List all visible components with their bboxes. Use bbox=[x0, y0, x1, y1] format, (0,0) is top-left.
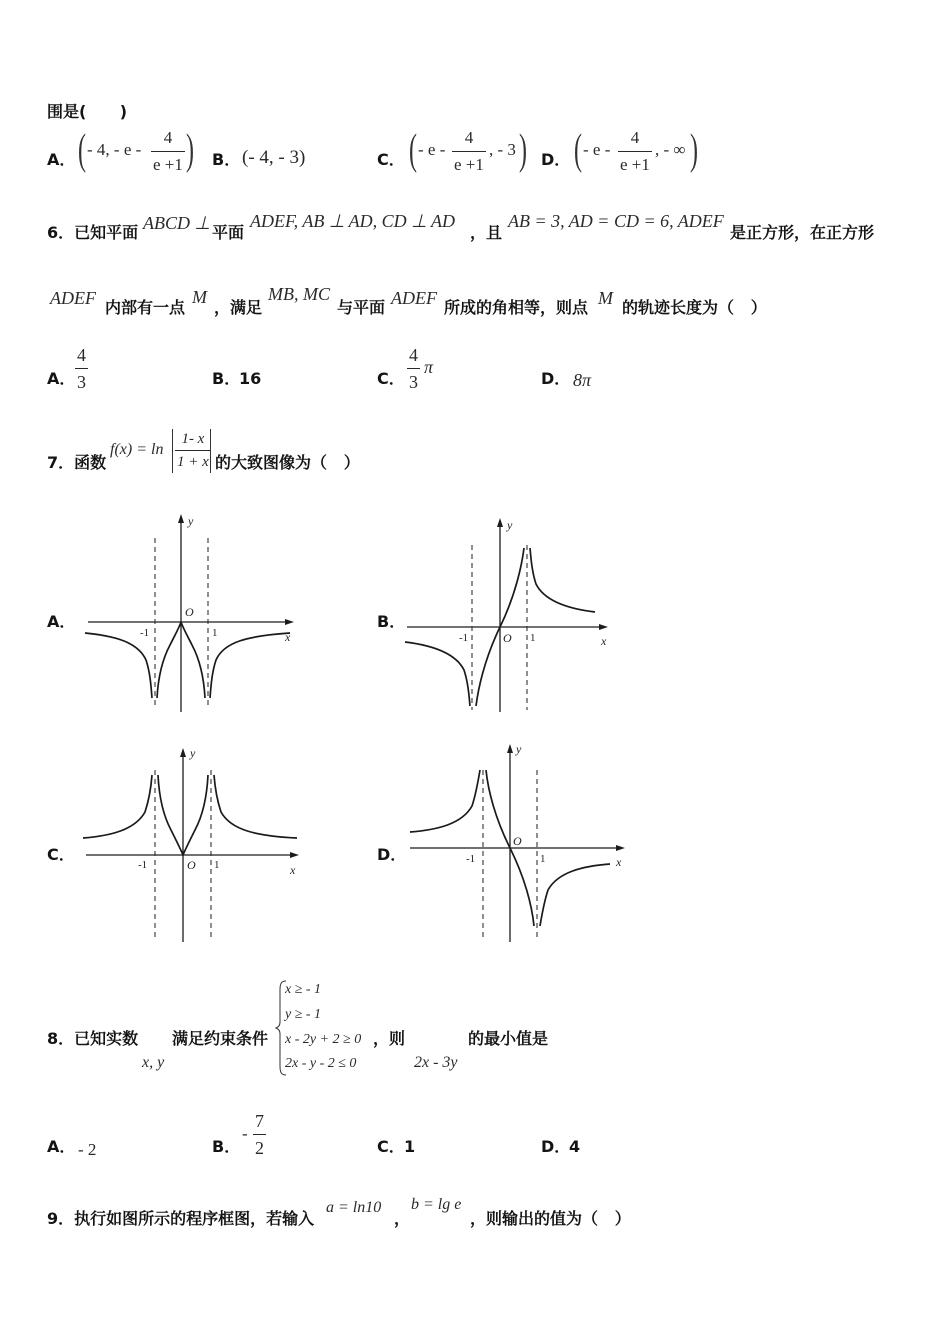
q6-math-4: ADEF bbox=[50, 288, 96, 308]
q8-text-1: 8．已知实数 bbox=[47, 1029, 139, 1048]
q8-constraint-2: y ≥ - 1 bbox=[285, 1007, 322, 1022]
tick-pos1: 1 bbox=[530, 632, 536, 644]
q5-option-a-pre: - 4, - e - bbox=[87, 140, 142, 159]
q7-function-lhs: f(x) = ln bbox=[110, 441, 164, 458]
q8-text-3: ，则 bbox=[373, 1029, 406, 1048]
q6-option-c-suffix: π bbox=[424, 357, 434, 377]
q5-option-c-fraction bbox=[452, 127, 486, 176]
q9-input-b: b = lg e bbox=[411, 1196, 462, 1213]
x-axis-label: x bbox=[601, 634, 607, 648]
q5-option-a-right-bracket: ) bbox=[186, 127, 194, 175]
q6-text-2: 平面 bbox=[212, 223, 245, 242]
y-axis-arrow bbox=[180, 748, 186, 757]
q9-text-2: ， bbox=[394, 1209, 411, 1228]
curve-right-branch bbox=[210, 633, 290, 698]
q5-option-d-post: , - ∞ bbox=[655, 140, 686, 159]
q6-option-a-denominator: 3 bbox=[77, 372, 86, 392]
q9-input-a: a = ln10 bbox=[326, 1199, 382, 1216]
q8-variables: x, y bbox=[142, 1054, 165, 1071]
q5-option-c-post: , - 3 bbox=[489, 140, 516, 159]
tick-pos1: 1 bbox=[540, 853, 546, 865]
q6-option-d-label: D． bbox=[541, 369, 571, 388]
q6-text-1: 6．已知平面 bbox=[47, 223, 139, 242]
curve-right-branch bbox=[530, 548, 595, 612]
q8-option-d-value: 4 bbox=[569, 1137, 581, 1156]
q8-objective: 2x - 3y bbox=[414, 1054, 458, 1071]
q6-option-c-denominator: 3 bbox=[409, 372, 418, 392]
q8-text-4: 的最小值是 bbox=[468, 1029, 549, 1048]
q5-stem-tail: 围是( ) bbox=[47, 102, 128, 121]
q8-option-b-fraction bbox=[253, 1110, 266, 1159]
x-axis-arrow bbox=[616, 845, 625, 851]
x-axis-arrow bbox=[285, 619, 294, 625]
y-axis-label: y bbox=[190, 746, 196, 760]
q8-option-b-numerator: 7 bbox=[253, 1110, 266, 1135]
q7-graph-c-label: C． bbox=[47, 845, 75, 864]
q7-graph-a-label: A． bbox=[47, 612, 76, 631]
q5-option-a-denominator: e +1 bbox=[153, 155, 183, 174]
q8-option-c-label: C． bbox=[377, 1137, 405, 1156]
q7-graph-a bbox=[75, 505, 310, 720]
q9-text-1: 9．执行如图所示的程序框图，若输入 bbox=[47, 1209, 315, 1228]
q7-abs-bar-left bbox=[172, 429, 173, 473]
q7-function-numerator: 1- x bbox=[175, 430, 211, 451]
q5-option-d-left-bracket: ( bbox=[574, 127, 582, 175]
q5-option-d-right-bracket: ) bbox=[690, 127, 698, 175]
q6-option-a-label: A． bbox=[47, 369, 76, 388]
q5-option-d-fraction bbox=[618, 127, 652, 176]
q8-option-c-value: 1 bbox=[404, 1137, 416, 1156]
q7-graph-c bbox=[76, 740, 308, 948]
q6-option-c-label: C． bbox=[377, 369, 405, 388]
x-axis-label: x bbox=[285, 630, 291, 644]
q5-option-d-numerator: 4 bbox=[618, 127, 652, 152]
q8-option-b-label: B． bbox=[212, 1137, 241, 1156]
q7-function-denominator: 1 + x bbox=[177, 454, 209, 470]
q6-math-1: ABCD ⊥ bbox=[143, 213, 211, 233]
q5-option-a-numerator: 4 bbox=[151, 127, 185, 152]
q8-option-d-label: D． bbox=[541, 1137, 571, 1156]
origin-label: O bbox=[513, 834, 522, 848]
q6-option-a-fraction bbox=[75, 344, 88, 393]
q6-text-6: ，满足 bbox=[214, 298, 263, 317]
q5-option-c-label: C． bbox=[377, 150, 405, 169]
curve-left-branch bbox=[410, 770, 480, 832]
q7-text-1: 7．函数 bbox=[47, 453, 107, 472]
q6-text-3: ，且 bbox=[470, 223, 503, 242]
x-axis-label: x bbox=[616, 855, 622, 869]
q5-option-c-denominator: e +1 bbox=[454, 155, 484, 174]
q8-constraint-3: x - 2y + 2 ≥ 0 bbox=[285, 1032, 362, 1047]
q6-option-b-label: B． bbox=[212, 369, 241, 388]
origin-label: O bbox=[503, 631, 512, 645]
x-axis-arrow bbox=[599, 624, 608, 630]
q8-text-2: 满足约束条件 bbox=[172, 1029, 269, 1048]
q5-option-c-pre: - e - bbox=[418, 140, 446, 159]
curve-left-branch bbox=[83, 775, 152, 838]
q7-abs-bar-right bbox=[210, 429, 211, 473]
q6-option-a-numerator: 4 bbox=[75, 344, 88, 369]
curve-left-branch bbox=[405, 642, 470, 706]
q6-text-9: 的轨迹长度为（ ） bbox=[622, 298, 767, 317]
q8-option-a-label: A． bbox=[47, 1137, 76, 1156]
q5-option-a-left-bracket: ( bbox=[78, 127, 86, 175]
q6-text-4: 是正方形，在正方形 bbox=[730, 223, 875, 242]
tick-pos1: 1 bbox=[214, 859, 220, 871]
q5-option-b-expr: (- 4, - 3) bbox=[242, 147, 306, 168]
q5-option-b-label: B． bbox=[212, 150, 241, 169]
q8-constraint-4: 2x - y - 2 ≤ 0 bbox=[285, 1056, 357, 1071]
q6-math-6: MB, MC bbox=[268, 284, 330, 304]
q8-option-b-denominator: 2 bbox=[255, 1138, 264, 1158]
y-axis-label: y bbox=[188, 514, 194, 528]
q7-graph-b bbox=[400, 510, 615, 715]
y-axis-label: y bbox=[516, 742, 522, 756]
q6-option-d-value: 8π bbox=[573, 370, 592, 390]
q7-graph-d-label: D． bbox=[377, 845, 407, 864]
q6-option-c-fraction bbox=[407, 344, 420, 393]
q6-text-7: 与平面 bbox=[337, 298, 386, 317]
q9-text-3: ，则输出的值为（ ） bbox=[470, 1209, 631, 1228]
tick-neg1: -1 bbox=[459, 632, 469, 644]
tick-pos1: 1 bbox=[212, 627, 218, 639]
q5-option-d-pre: - e - bbox=[583, 140, 611, 159]
q5-option-d-denominator: e +1 bbox=[620, 155, 650, 174]
tick-neg1: -1 bbox=[140, 627, 150, 639]
q5-option-a-label: A． bbox=[47, 150, 76, 169]
origin-label: O bbox=[185, 605, 194, 619]
q5-option-c-numerator: 4 bbox=[452, 127, 486, 152]
q8-constraint-1: x ≥ - 1 bbox=[285, 982, 322, 997]
y-axis-arrow bbox=[178, 514, 184, 523]
tick-neg1: -1 bbox=[138, 859, 148, 871]
curve-right-branch bbox=[540, 864, 610, 926]
q7-text-2: 的大致图像为（ ） bbox=[215, 453, 360, 472]
q7-graph-b-label: B． bbox=[377, 612, 406, 631]
q6-math-3: AB = 3, AD = CD = 6, ADEF bbox=[508, 211, 724, 231]
y-axis-arrow bbox=[507, 744, 513, 753]
x-axis-label: x bbox=[290, 863, 296, 877]
q6-text-5: 内部有一点 bbox=[105, 298, 186, 317]
q7-function-fraction bbox=[175, 430, 211, 471]
q6-math-8: M bbox=[598, 288, 613, 308]
q8-option-b-sign: - bbox=[242, 1124, 248, 1143]
y-axis-arrow bbox=[497, 518, 503, 527]
x-axis-arrow bbox=[290, 852, 299, 858]
q5-option-c-right-bracket: ) bbox=[519, 127, 527, 175]
q7-graph-d bbox=[400, 736, 632, 946]
curve-left-branch bbox=[85, 633, 152, 698]
origin-label: O bbox=[187, 858, 196, 872]
q5-option-a-fraction bbox=[151, 127, 185, 176]
q8-option-a-value: - 2 bbox=[78, 1140, 97, 1159]
q6-math-5: M bbox=[192, 287, 207, 307]
y-axis-label: y bbox=[507, 518, 513, 532]
tick-neg1: -1 bbox=[466, 853, 476, 865]
q5-option-c-left-bracket: ( bbox=[409, 127, 417, 175]
q6-math-2: ADEF, AB ⊥ AD, CD ⊥ AD bbox=[250, 211, 456, 231]
q6-math-7: ADEF bbox=[391, 288, 437, 308]
q5-option-d-label: D． bbox=[541, 150, 571, 169]
q6-option-b-value: 16 bbox=[239, 369, 262, 388]
q6-text-8: 所成的角相等，则点 bbox=[444, 298, 589, 317]
q6-option-c-numerator: 4 bbox=[407, 344, 420, 369]
curve-right-branch bbox=[214, 775, 297, 838]
